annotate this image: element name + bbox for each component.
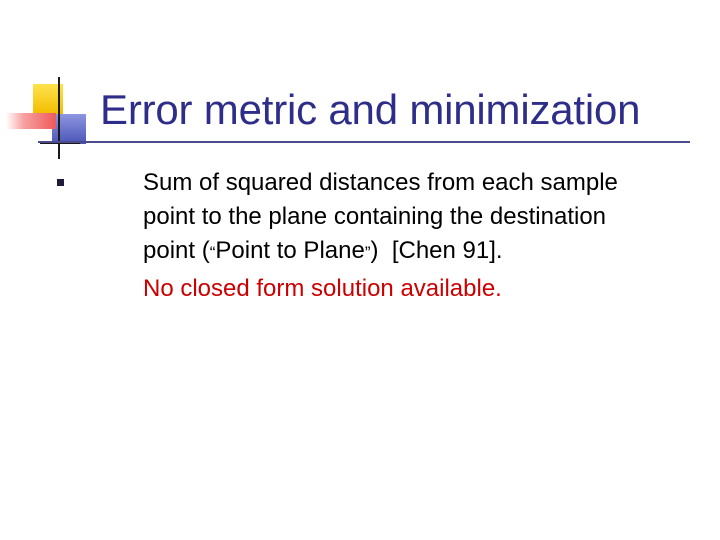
slide-title: Error metric and minimization <box>100 86 641 133</box>
title-underline <box>38 141 690 143</box>
bullet-line-3 <box>143 234 703 270</box>
bullet-line-1: Sum of squared distances from each sample <box>143 169 618 196</box>
bullet-line-2: point to the plane containing the destination <box>143 203 607 230</box>
bullet-line-3-after: ) [Chen 91]. <box>370 237 503 264</box>
bullet-line-3-before: point ( <box>143 237 210 264</box>
quoted-term: Point to Plane <box>215 237 365 264</box>
note-text: No closed form solution available. <box>143 275 502 302</box>
slide-logo-decoration <box>0 0 100 170</box>
close-quote: ” <box>364 243 371 262</box>
logo-blue-square <box>52 114 86 144</box>
logo-red-bar <box>6 113 56 129</box>
bullet-square-icon <box>57 179 64 186</box>
bullet-text <box>143 166 703 270</box>
open-quote: “ <box>209 243 216 262</box>
logo-vertical-line <box>58 77 60 159</box>
